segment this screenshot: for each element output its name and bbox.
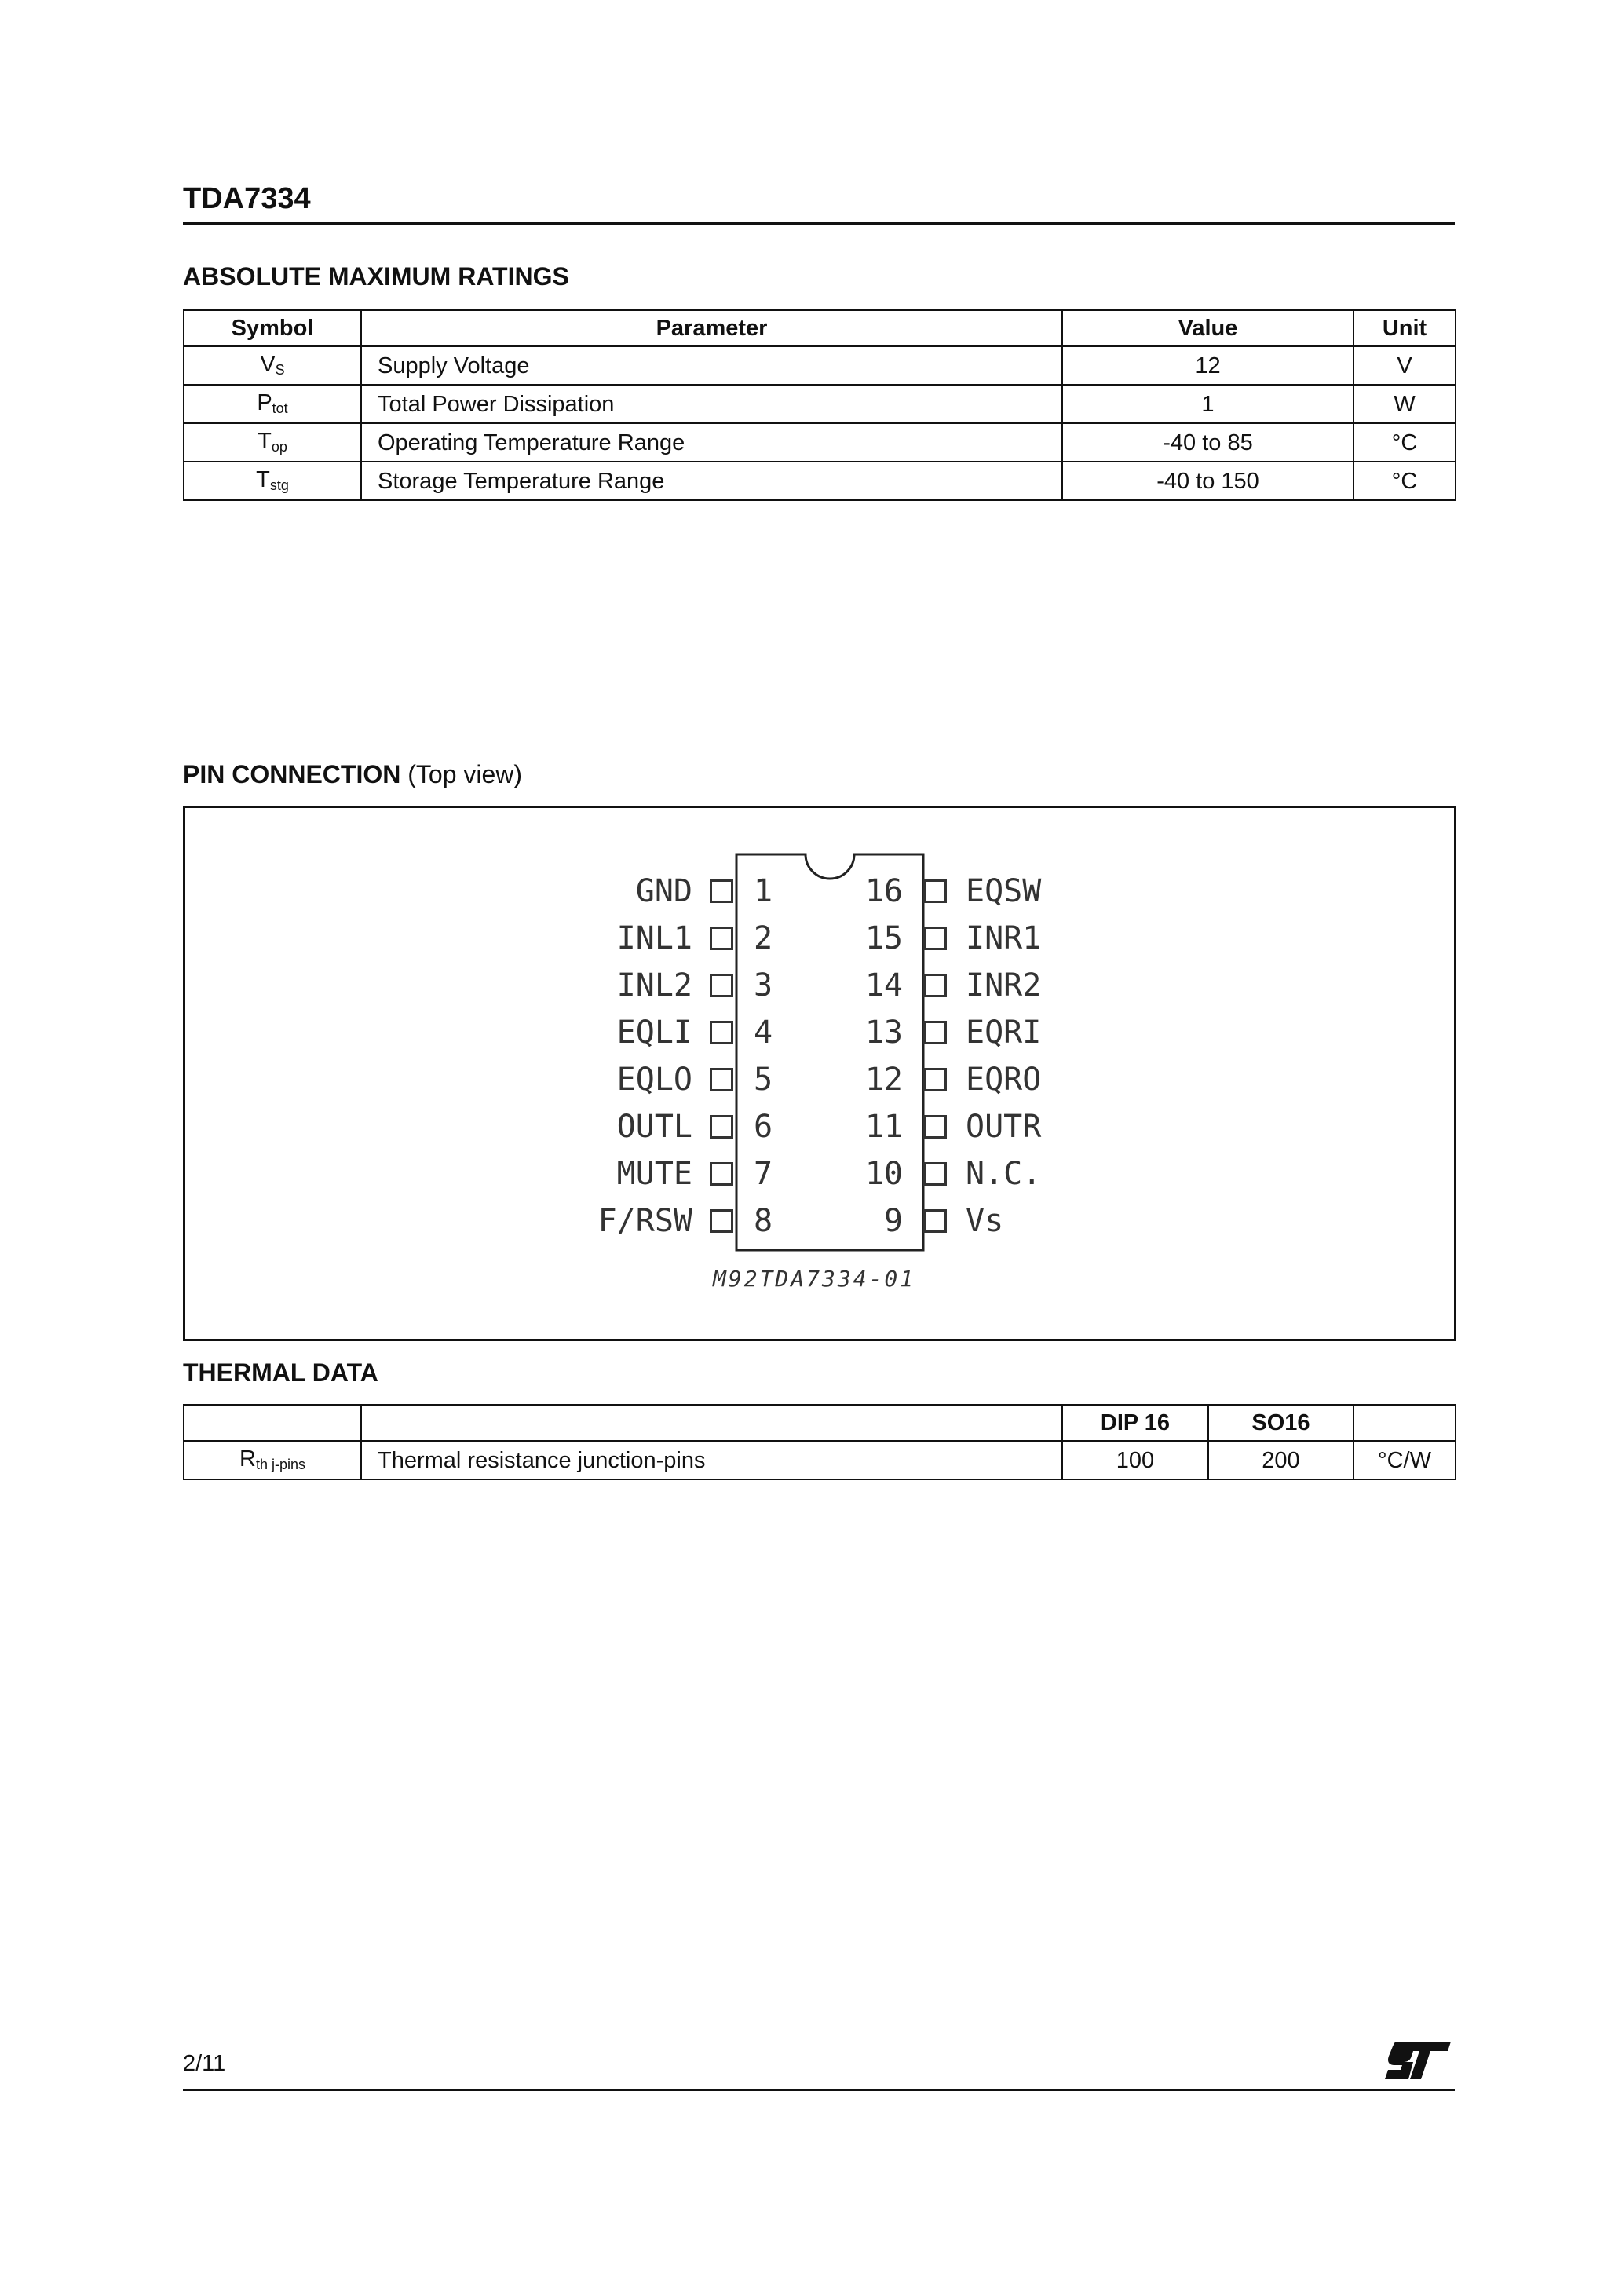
right-pin-name: N.C. — [966, 1156, 1042, 1192]
right-pin-name: OUTR — [966, 1109, 1042, 1145]
unit-cell: °C — [1353, 462, 1456, 500]
header-rule — [183, 222, 1455, 225]
unit-cell: °C — [1353, 423, 1456, 462]
right-pin-pad — [923, 879, 947, 903]
right-pin-pad — [923, 974, 947, 997]
col-blank — [184, 1405, 361, 1441]
col-value: Value — [1062, 310, 1353, 346]
pin-connection-heading: PIN CONNECTION (Top view) — [183, 760, 523, 788]
left-pin-pad — [710, 927, 733, 950]
ic-package-outline — [722, 848, 926, 1256]
right-pin-number: 13 — [864, 1015, 903, 1051]
left-pin-pad — [710, 974, 733, 997]
so-value-cell: 200 — [1208, 1441, 1353, 1479]
right-pin-pad — [923, 927, 947, 950]
right-pin-number: 10 — [864, 1156, 903, 1192]
page-number: 2/11 — [183, 2051, 226, 2076]
right-pin-pad — [923, 1021, 947, 1044]
parameter-cell: Total Power Dissipation — [361, 385, 1062, 423]
col-so16: SO16 — [1208, 1405, 1353, 1441]
value-cell: 12 — [1062, 346, 1353, 385]
symbol-cell: $T_{stg}$ — [184, 462, 361, 500]
left-pin-pad — [710, 1068, 733, 1091]
table-header-row — [184, 310, 1456, 346]
left-pin-number: 2 — [754, 920, 773, 956]
right-pin-number: 9 — [883, 1203, 903, 1239]
left-pin-name: INL2 — [616, 967, 692, 1004]
symbol-cell: $T_{op}$ — [184, 423, 361, 462]
col-blank — [1353, 1405, 1456, 1441]
right-pin-name: EQRI — [966, 1015, 1042, 1051]
left-pin-name: MUTE — [616, 1156, 692, 1192]
value-cell: 1 — [1062, 385, 1353, 423]
left-pin-pad — [710, 1115, 733, 1139]
document-title: TDA7334 — [183, 182, 311, 215]
diagram-reference: M92TDA7334-01 — [713, 1266, 916, 1292]
col-dip16: DIP 16 — [1062, 1405, 1208, 1441]
footer-rule — [183, 2089, 1455, 2091]
thermal-table — [183, 1404, 1456, 1480]
left-pin-number: 3 — [754, 967, 773, 1004]
right-pin-number: 11 — [864, 1109, 903, 1145]
left-pin-name: F/RSW — [597, 1203, 692, 1239]
left-pin-pad — [710, 879, 733, 903]
abs-max-table — [183, 309, 1456, 501]
left-pin-number: 6 — [754, 1109, 773, 1145]
symbol-cell: $P_{tot}$ — [184, 385, 361, 423]
right-pin-pad — [923, 1115, 947, 1139]
col-unit: Unit — [1353, 310, 1456, 346]
parameter-cell: Operating Temperature Range — [361, 423, 1062, 462]
left-pin-pad — [710, 1162, 733, 1186]
st-logo-icon — [1382, 2038, 1454, 2082]
left-pin-name: INL1 — [616, 920, 692, 956]
table-row — [184, 423, 1456, 462]
right-pin-number: 16 — [864, 873, 903, 909]
right-pin-pad — [923, 1162, 947, 1186]
table-row — [184, 346, 1456, 385]
col-parameter: Parameter — [361, 310, 1062, 346]
right-pin-name: INR2 — [966, 967, 1042, 1004]
left-pin-number: 8 — [754, 1203, 773, 1239]
left-pin-name: OUTL — [616, 1109, 692, 1145]
col-blank — [361, 1405, 1062, 1441]
left-pin-pad — [710, 1209, 733, 1233]
left-pin-name: EQLO — [616, 1062, 692, 1098]
symbol-cell: $V_S$ — [184, 346, 361, 385]
unit-cell: °C/W — [1353, 1441, 1456, 1479]
parameter-cell: Supply Voltage — [361, 346, 1062, 385]
unit-cell: V — [1353, 346, 1456, 385]
col-symbol: Symbol — [184, 310, 361, 346]
table-row — [184, 1441, 1456, 1479]
left-pin-number: 5 — [754, 1062, 773, 1098]
symbol-cell: $R_{th j-pins}$ — [184, 1441, 361, 1479]
left-pin-number: 7 — [754, 1156, 773, 1192]
left-pin-pad — [710, 1021, 733, 1044]
abs-max-heading: ABSOLUTE MAXIMUM RATINGS — [183, 262, 569, 291]
table-row — [184, 462, 1456, 500]
thermal-heading: THERMAL DATA — [183, 1358, 378, 1387]
value-cell: -40 to 85 — [1062, 423, 1353, 462]
table-header-row — [184, 1405, 1456, 1441]
left-pin-name: EQLI — [616, 1015, 692, 1051]
right-pin-number: 12 — [864, 1062, 903, 1098]
value-cell: -40 to 150 — [1062, 462, 1353, 500]
right-pin-name: Vs — [966, 1203, 1004, 1239]
unit-cell: W — [1353, 385, 1456, 423]
table-row — [184, 385, 1456, 423]
left-pin-number: 1 — [754, 873, 773, 909]
parameter-cell: Storage Temperature Range — [361, 462, 1062, 500]
right-pin-number: 14 — [864, 967, 903, 1004]
right-pin-name: EQSW — [966, 873, 1042, 909]
right-pin-name: INR1 — [966, 920, 1042, 956]
dip-value-cell: 100 — [1062, 1441, 1208, 1479]
right-pin-number: 15 — [864, 920, 903, 956]
parameter-cell: Thermal resistance junction-pins — [361, 1441, 1062, 1479]
right-pin-pad — [923, 1068, 947, 1091]
left-pin-number: 4 — [754, 1015, 773, 1051]
right-pin-name: EQRO — [966, 1062, 1042, 1098]
left-pin-name: GND — [635, 873, 692, 909]
right-pin-pad — [923, 1209, 947, 1233]
